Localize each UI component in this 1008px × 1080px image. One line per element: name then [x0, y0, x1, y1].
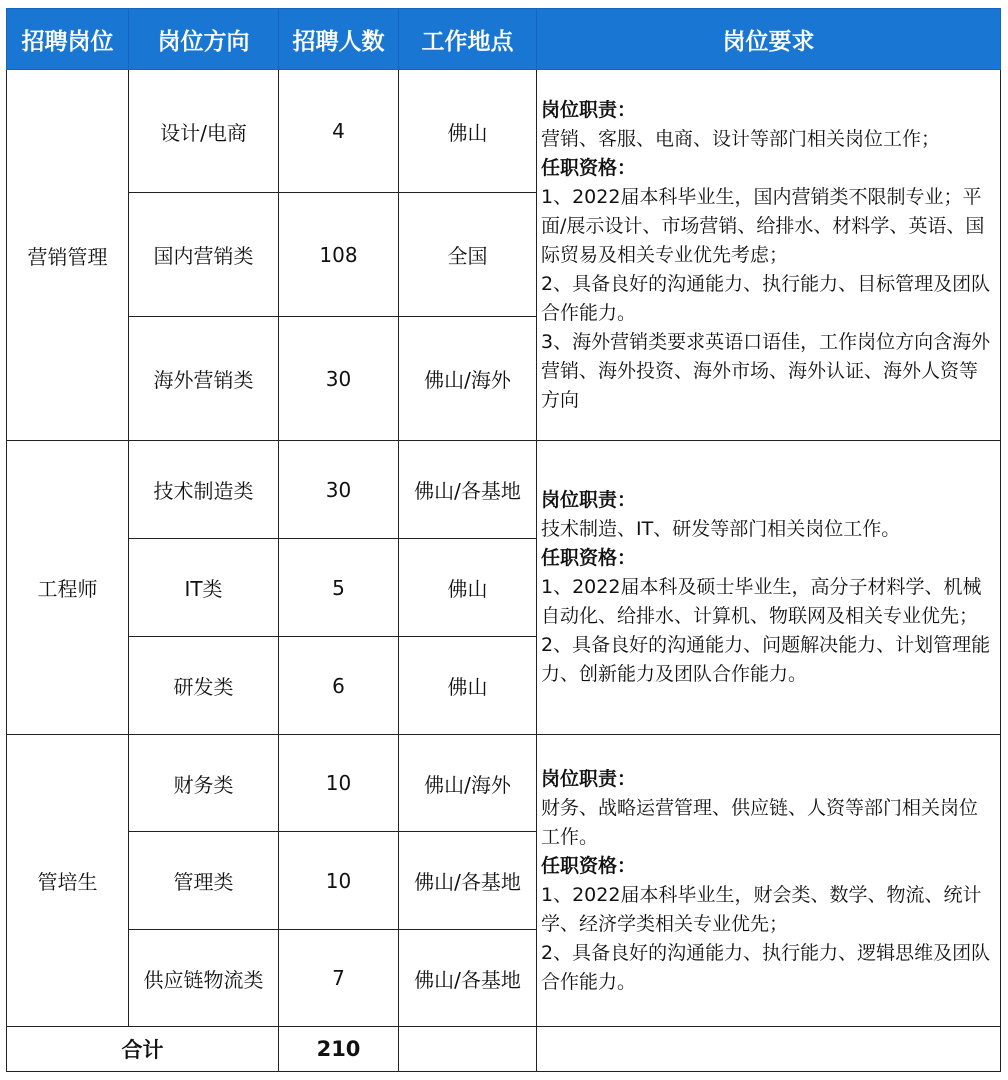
- count-cell: 5: [279, 539, 399, 637]
- direction-cell: 管理类: [129, 832, 279, 930]
- requirements-cell: [537, 441, 1001, 735]
- total-row: [7, 1027, 1001, 1072]
- count-cell: 30: [279, 441, 399, 539]
- header-position: 招聘岗位: [7, 9, 129, 70]
- req-qual-item: 2、具备良好的沟通能力、执行能力、目标管理及团队合作能力。: [541, 272, 991, 324]
- location-cell: 佛山/各基地: [399, 832, 537, 930]
- location-cell: 佛山/海外: [399, 317, 537, 441]
- position-cell: 管培生: [7, 735, 129, 1027]
- requirements-cell: [537, 735, 1001, 1027]
- total-count: 210: [279, 1027, 399, 1072]
- header-location: 工作地点: [399, 9, 537, 70]
- req-qual-item: 1、2022届本科毕业生，国内营销类不限制专业；平面/展示设计、市场营销、给排水、材料学、英语、国际贸易及相关专业优先考虑；: [541, 185, 985, 266]
- direction-cell: 国内营销类: [129, 193, 279, 317]
- req-duty-heading: 岗位职责：: [541, 767, 637, 790]
- location-cell: 佛山/各基地: [399, 441, 537, 539]
- req-qual-item: 2、具备良好的沟通能力、执行能力、逻辑思维及团队合作能力。: [541, 941, 991, 993]
- req-qual-heading: 任职资格：: [541, 854, 637, 877]
- count-cell: 6: [279, 637, 399, 735]
- count-cell: 108: [279, 193, 399, 317]
- count-cell: 10: [279, 735, 399, 832]
- location-cell: 佛山: [399, 539, 537, 637]
- direction-cell: 研发类: [129, 637, 279, 735]
- req-duty-text: 技术制造、IT、研发等部门相关岗位工作。: [541, 518, 901, 540]
- count-cell: 10: [279, 832, 399, 930]
- req-qual-item: 2、具备良好的沟通能力、问题解决能力、计划管理能力、创新能力及团队合作能力。: [541, 634, 991, 685]
- direction-cell: 设计/电商: [129, 70, 279, 193]
- count-cell: 4: [279, 70, 399, 193]
- position-cell: 营销管理: [7, 70, 129, 441]
- direction-cell: 海外营销类: [129, 317, 279, 441]
- requirements-cell: [537, 70, 1001, 441]
- table-row: [7, 441, 1001, 539]
- req-duty-text: 营销、客服、电商、设计等部门相关岗位工作；: [541, 127, 941, 150]
- req-duty-heading: 岗位职责：: [541, 98, 637, 121]
- total-requirements-empty: [537, 1027, 1001, 1072]
- count-cell: 7: [279, 930, 399, 1027]
- req-qual-item: 1、2022届本科毕业生，财会类、数学、物流、统计学、经济学类相关专业优先；: [541, 883, 982, 935]
- req-qual-heading: 任职资格：: [541, 156, 637, 179]
- total-location-empty: [399, 1027, 537, 1072]
- count-cell: 30: [279, 317, 399, 441]
- req-qual-item: 1、2022届本科及硕士毕业生，高分子材料学、机械自动化、给排水、计算机、物联网及相关专业优先；: [541, 576, 982, 627]
- direction-cell: 技术制造类: [129, 441, 279, 539]
- location-cell: 全国: [399, 193, 537, 317]
- location-cell: 佛山/各基地: [399, 930, 537, 1027]
- direction-cell: 供应链物流类: [129, 930, 279, 1027]
- position-cell: 工程师: [7, 441, 129, 735]
- header-count: 招聘人数: [279, 9, 399, 70]
- header-requirements: 岗位要求: [537, 9, 1001, 70]
- location-cell: 佛山: [399, 70, 537, 193]
- direction-cell: 财务类: [129, 735, 279, 832]
- total-label: 合计: [7, 1027, 279, 1072]
- header-row: [7, 9, 1001, 70]
- recruitment-table: [6, 8, 1001, 1072]
- header-direction: 岗位方向: [129, 9, 279, 70]
- req-duty-text: 财务、战略运营管理、供应链、人资等部门相关岗位工作。: [541, 796, 979, 848]
- table-row: [7, 70, 1001, 193]
- location-cell: 佛山: [399, 637, 537, 735]
- req-qual-heading: 任职资格：: [541, 547, 637, 569]
- location-cell: 佛山/海外: [399, 735, 537, 832]
- req-duty-heading: 岗位职责：: [541, 489, 637, 511]
- table-row: [7, 735, 1001, 832]
- req-qual-item: 3、海外营销类要求英语口语佳，工作岗位方向含海外营销、海外投资、海外市场、海外认证、海外人资等方向: [541, 330, 991, 411]
- direction-cell: IT类: [129, 539, 279, 637]
